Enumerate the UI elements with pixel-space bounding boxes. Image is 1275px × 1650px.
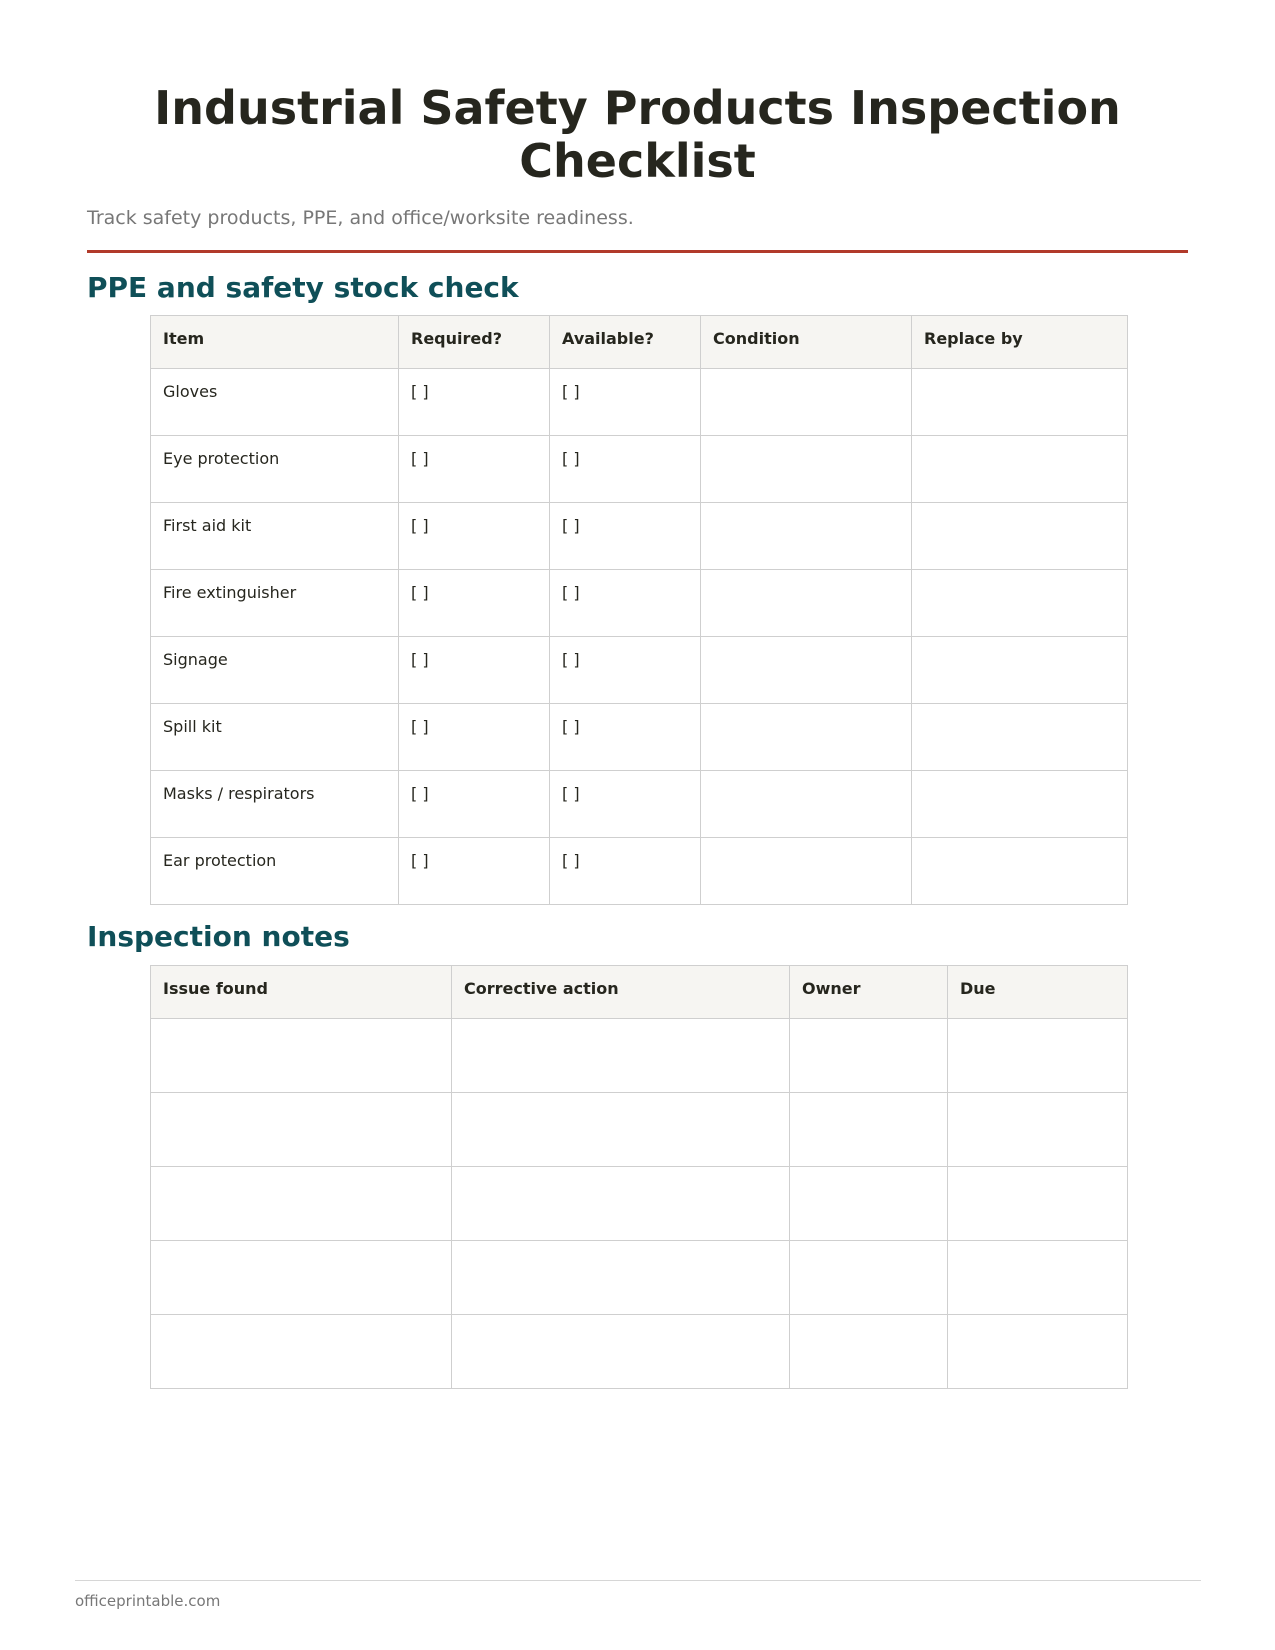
item-cell: Signage	[151, 637, 399, 704]
issue-found-cell[interactable]	[151, 1019, 452, 1093]
table-row	[151, 1093, 1128, 1167]
stock-check-heading: PPE and safety stock check	[87, 271, 519, 304]
table-row	[151, 503, 1128, 570]
available-checkbox[interactable]: [ ]	[550, 436, 701, 503]
condition-cell[interactable]	[701, 704, 912, 771]
condition-cell[interactable]	[701, 436, 912, 503]
table-row	[151, 838, 1128, 905]
condition-cell[interactable]	[701, 570, 912, 637]
required-checkbox[interactable]: [ ]	[399, 369, 550, 436]
item-cell: Gloves	[151, 369, 399, 436]
available-checkbox[interactable]: [ ]	[550, 637, 701, 704]
condition-cell[interactable]	[701, 369, 912, 436]
required-checkbox[interactable]: [ ]	[399, 436, 550, 503]
page-title: Industrial Safety Products Inspection Checklist	[154, 81, 1121, 188]
table-row	[151, 1019, 1128, 1093]
stock-check-table	[150, 315, 1128, 905]
condition-cell[interactable]	[701, 637, 912, 704]
available-checkbox[interactable]: [ ]	[550, 369, 701, 436]
stock-check-header-row	[151, 316, 1128, 369]
available-checkbox[interactable]: [ ]	[550, 704, 701, 771]
page-subtitle: Track safety products, PPE, and office/worksite readiness.	[87, 207, 634, 229]
footer-divider	[75, 1580, 1201, 1581]
footer-site: officeprintable.com	[75, 1592, 221, 1610]
required-checkbox[interactable]: [ ]	[399, 503, 550, 570]
table-row	[151, 436, 1128, 503]
column-header-required: Required?	[399, 316, 550, 369]
replace-by-cell[interactable]	[912, 503, 1128, 570]
corrective-action-cell[interactable]	[452, 1241, 790, 1315]
table-row	[151, 1241, 1128, 1315]
replace-by-cell[interactable]	[912, 369, 1128, 436]
required-checkbox[interactable]: [ ]	[399, 704, 550, 771]
column-header-item: Item	[151, 316, 399, 369]
item-cell: Masks / respirators	[151, 771, 399, 838]
owner-cell[interactable]	[790, 1019, 948, 1093]
due-cell[interactable]	[948, 1093, 1128, 1167]
replace-by-cell[interactable]	[912, 838, 1128, 905]
owner-cell[interactable]	[790, 1093, 948, 1167]
replace-by-cell[interactable]	[912, 704, 1128, 771]
owner-cell[interactable]	[790, 1241, 948, 1315]
condition-cell[interactable]	[701, 503, 912, 570]
due-cell[interactable]	[948, 1315, 1128, 1389]
replace-by-cell[interactable]	[912, 570, 1128, 637]
issue-found-cell[interactable]	[151, 1093, 452, 1167]
due-cell[interactable]	[948, 1167, 1128, 1241]
column-header-due: Due	[948, 966, 1128, 1019]
column-header-corrective-action: Corrective action	[452, 966, 790, 1019]
required-checkbox[interactable]: [ ]	[399, 838, 550, 905]
corrective-action-cell[interactable]	[452, 1019, 790, 1093]
condition-cell[interactable]	[701, 771, 912, 838]
owner-cell[interactable]	[790, 1315, 948, 1389]
replace-by-cell[interactable]	[912, 771, 1128, 838]
corrective-action-cell[interactable]	[452, 1093, 790, 1167]
inspection-notes-heading: Inspection notes	[87, 920, 350, 953]
issue-found-cell[interactable]	[151, 1241, 452, 1315]
available-checkbox[interactable]: [ ]	[550, 771, 701, 838]
available-checkbox[interactable]: [ ]	[550, 570, 701, 637]
issue-found-cell[interactable]	[151, 1315, 452, 1389]
required-checkbox[interactable]: [ ]	[399, 570, 550, 637]
owner-cell[interactable]	[790, 1167, 948, 1241]
column-header-available: Available?	[550, 316, 701, 369]
item-cell: Spill kit	[151, 704, 399, 771]
table-row	[151, 1167, 1128, 1241]
column-header-replace-by: Replace by	[912, 316, 1128, 369]
table-row	[151, 1315, 1128, 1389]
table-row	[151, 771, 1128, 838]
table-row	[151, 704, 1128, 771]
issue-found-cell[interactable]	[151, 1167, 452, 1241]
due-cell[interactable]	[948, 1019, 1128, 1093]
item-cell: Fire extinguisher	[151, 570, 399, 637]
required-checkbox[interactable]: [ ]	[399, 637, 550, 704]
item-cell: Eye protection	[151, 436, 399, 503]
column-header-owner: Owner	[790, 966, 948, 1019]
table-row	[151, 637, 1128, 704]
corrective-action-cell[interactable]	[452, 1167, 790, 1241]
column-header-condition: Condition	[701, 316, 912, 369]
available-checkbox[interactable]: [ ]	[550, 503, 701, 570]
condition-cell[interactable]	[701, 838, 912, 905]
item-cell: Ear protection	[151, 838, 399, 905]
replace-by-cell[interactable]	[912, 436, 1128, 503]
inspection-notes-table	[150, 965, 1128, 1389]
due-cell[interactable]	[948, 1241, 1128, 1315]
table-row	[151, 369, 1128, 436]
inspection-notes-header-row	[151, 966, 1128, 1019]
table-row	[151, 570, 1128, 637]
available-checkbox[interactable]: [ ]	[550, 838, 701, 905]
corrective-action-cell[interactable]	[452, 1315, 790, 1389]
column-header-issue-found: Issue found	[151, 966, 452, 1019]
replace-by-cell[interactable]	[912, 637, 1128, 704]
required-checkbox[interactable]: [ ]	[399, 771, 550, 838]
item-cell: First aid kit	[151, 503, 399, 570]
title-divider	[87, 250, 1188, 253]
